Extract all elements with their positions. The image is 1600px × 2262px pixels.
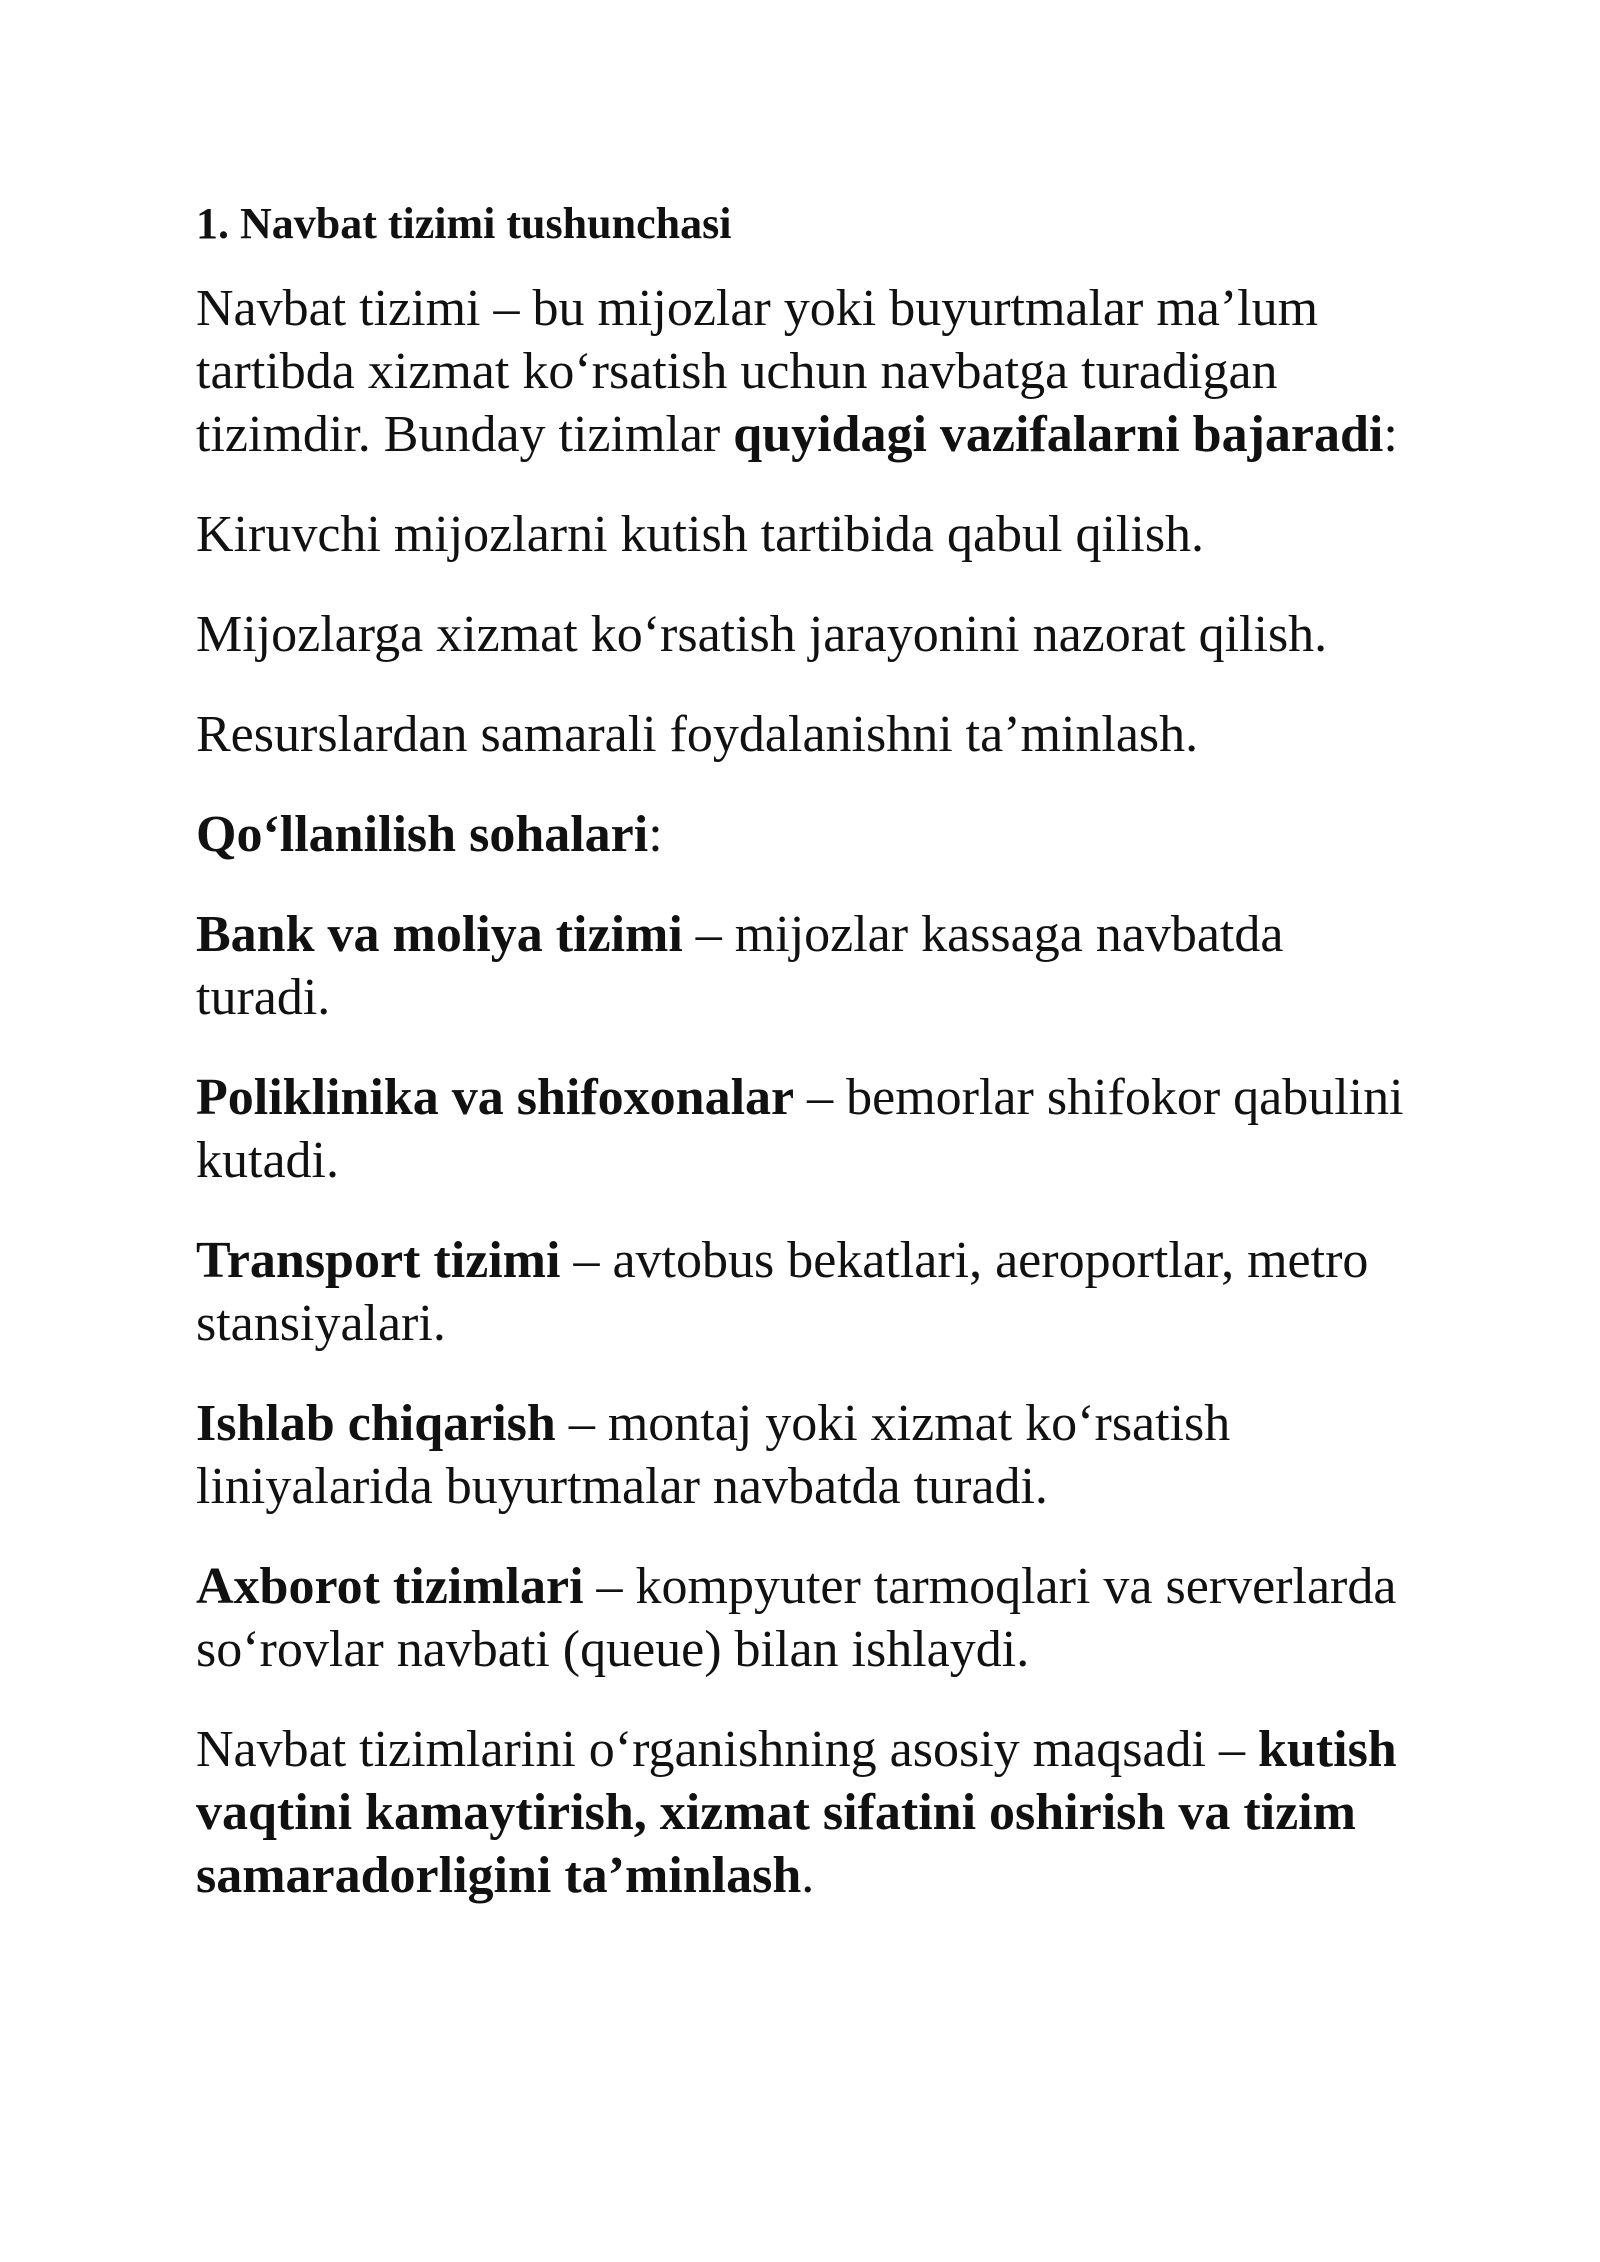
intro-paragraph [196,277,1426,466]
conclusion-paragraph [196,1718,1426,1907]
area-desc: – mijozlar kassaga navbatda turadi. [196,905,1284,1026]
areas-title [196,803,1426,866]
intro-tail: : [1383,405,1398,463]
areas-title-bold: Qo‘llanilish sohalari [196,805,649,863]
area-item [196,903,1426,1029]
area-item [196,1392,1426,1518]
section-heading: 1. Navbat tizimi tushunchasi [196,199,732,248]
area-term: Transport tizimi [196,1231,561,1289]
conclusion-text: Navbat tizimlarini o‘rganishning asosiy maqsadi – [196,1720,1258,1778]
area-item [196,1066,1426,1192]
area-term: Poliklinika va shifoxonalar [196,1068,795,1126]
area-desc: – montaj yoki xizmat ko‘rsatish liniyalarida buyurtmalar navbatda turadi. [196,1394,1231,1515]
area-item [196,1555,1426,1681]
areas-title-tail: : [648,805,663,863]
task-item: Kiruvchi mijozlarni kutish tartibida qabul qilish. [196,505,1205,563]
task-item: Mijozlarga xizmat ko‘rsatish jarayonini nazorat qilish. [196,605,1328,663]
conclusion-tail: . [801,1846,815,1904]
intro-bold-text: quyidagi vazifalarni bajaradi [733,405,1384,463]
area-desc: – kompyuter tarmoqlari va serverlarda so‘rovlar navbati (queue) bilan ishlaydi. [196,1557,1397,1678]
area-term: Ishlab chiqarish [196,1394,556,1452]
intro-text: Navbat tizimi – bu mijozlar yoki buyurtmalar ma’lum tartibda xizmat ko‘rsatish uchun navbatga turadigan tizimdir. Bunday tizimlar [196,279,1319,463]
area-desc: – bemorlar shifokor qabulini kutadi. [196,1068,1404,1189]
area-term: Bank va moliya tizimi [196,905,683,963]
document-page [196,198,1426,1944]
area-desc: – avtobus bekatlari, aeroportlar, metro stansiyalari. [196,1231,1369,1352]
area-term: Axborot tizimlari [196,1557,584,1615]
conclusion-bold-text: kutish vaqtini kamaytirish, xizmat sifatini oshirish va tizim samaradorligini ta’minlash [196,1720,1397,1904]
task-item: Resurslardan samarali foydalanishni ta’minlash. [196,705,1199,763]
area-item [196,1229,1426,1355]
